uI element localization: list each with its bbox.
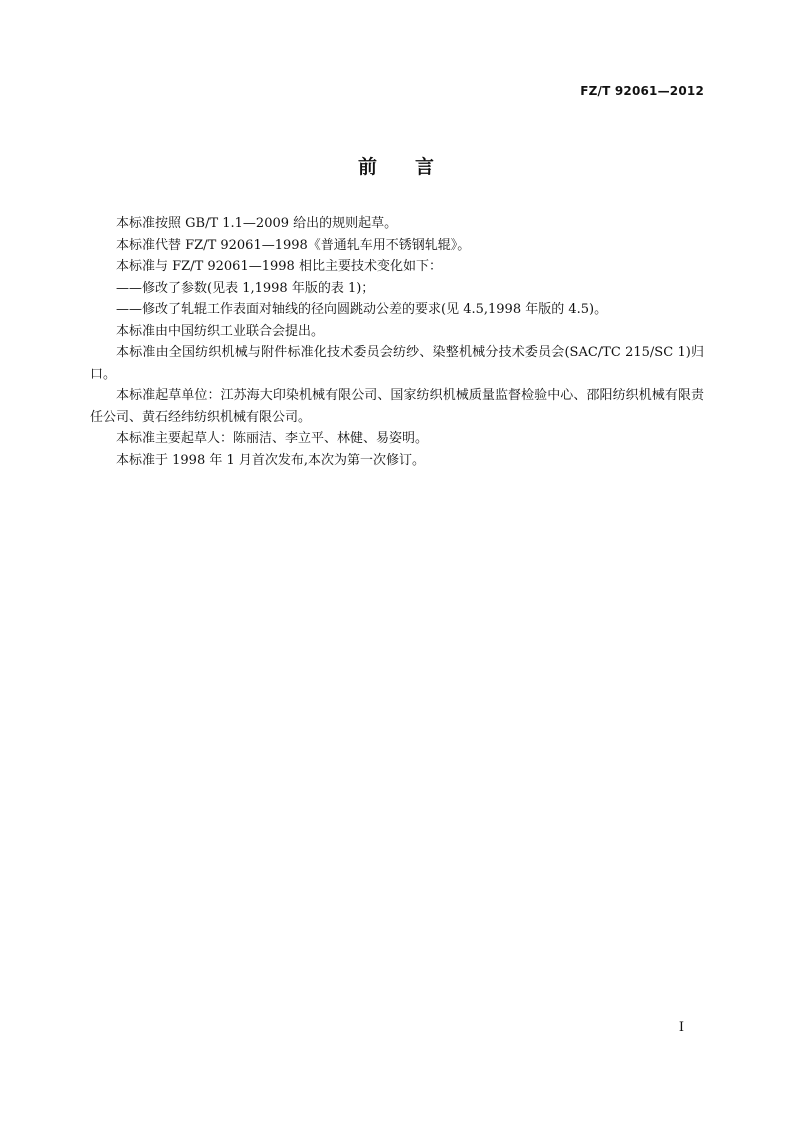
paragraph-history: 本标准于 1998 年 1 月首次发布,本次为第一次修订。: [116, 452, 426, 468]
page-number: I: [678, 1020, 684, 1035]
title-char-1: 前: [357, 156, 379, 178]
paragraph-changes-intro: 本标准与 FZ/T 92061—1998 相比主要技术变化如下：: [116, 259, 442, 274]
paragraph-drafters: 本标准主要起草人：陈丽洁、李立平、林健、易姿明。: [116, 431, 429, 446]
change-item-runout: ——修改了轧辊工作表面对轴线的径向圆跳动公差的要求(见 4.5,1998 年版的 4.5)。: [116, 302, 608, 317]
title-char-2: 言: [415, 156, 437, 178]
standard-code: FZ/T 92061—2012: [580, 84, 704, 98]
paragraph-replaces: 本标准代替 FZ/T 92061—1998《普通轧车用不锈钢轧辊》。: [116, 237, 471, 253]
paragraph-drafting-rules: 本标准按照 GB/T 1.1—2009 给出的规则起草。: [116, 216, 398, 231]
foreword-body: [90, 213, 704, 471]
change-item-parameters: ——修改了参数(见表 1,1998 年版的表 1)；: [116, 280, 375, 296]
page-title: [0, 152, 794, 179]
paragraph-drafting-units: 本标准起草单位：江苏海大印染机械有限公司、国家纺织机械质量监督检验中心、邵阳纺织机械有限责任公司、黄石经纬纺织机械有限公司。: [90, 388, 704, 425]
paragraph-under-jurisdiction: 本标准由全国纺织机械与附件标准化技术委员会纺纱、染整机械分技术委员会(SAC/TC 215/SC 1)归口。: [90, 345, 704, 382]
paragraph-proposed-by: 本标准由中国纺织工业联合会提出。: [116, 323, 325, 339]
